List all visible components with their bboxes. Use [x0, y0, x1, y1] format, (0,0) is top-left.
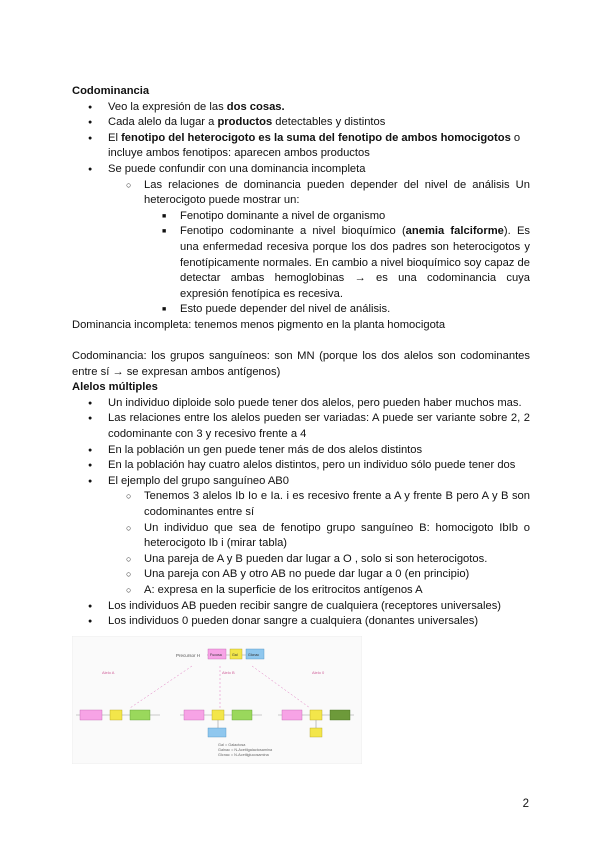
list-item [108, 100, 530, 116]
text: Las relaciones de dominancia pueden depender del nivel de análisis Un heterocigoto puede mostrar un: [144, 178, 530, 207]
abo-antigen-figure [72, 636, 362, 764]
sublist-item [144, 521, 530, 552]
allele-label-b: Alelo B [222, 670, 235, 675]
text: Se puede confundir con una dominancia incompleta [108, 162, 366, 175]
box-label: Glcnac [248, 653, 260, 657]
legend-line: Gal = Galactosa [218, 743, 246, 747]
text: En la población un gen puede tener más de dos alelos distintos [108, 443, 423, 456]
sublist-item [144, 178, 530, 318]
subsublist-item [180, 302, 530, 318]
allele-label-0: Alelo 0 [312, 670, 325, 675]
sublist [108, 178, 530, 318]
subsublist [144, 209, 530, 318]
box-label: Fucosa [210, 653, 222, 657]
list-item [108, 396, 530, 412]
box-gal [212, 710, 224, 720]
section-title-codominancia: Codominancia [72, 85, 150, 97]
box-fucosa [80, 710, 102, 720]
list-item [108, 443, 530, 459]
subsublist-item [180, 224, 530, 302]
box-gal [110, 710, 122, 720]
text: Fenotipo codominante a nivel bioquímico ( [180, 225, 406, 238]
text: Una pareja de A y B pueden dar lugar a O , solo si son heterocigotos. [144, 552, 488, 565]
box-galnac [330, 710, 350, 720]
list-item [108, 411, 530, 442]
paragraph-dominancia-incompleta: Dominancia incompleta: tenemos menos pigmento en la planta homocigota [72, 318, 446, 331]
text: Cada alelo da lugar a [108, 116, 218, 129]
text: El [108, 131, 122, 144]
figure-svg [72, 636, 362, 764]
text: Esto puede depender del nivel de análisis. [180, 303, 391, 316]
box-label: Gal [232, 653, 238, 657]
list-item [108, 599, 530, 615]
sublist [108, 489, 530, 598]
bold-text: anemia falciforme [405, 225, 504, 238]
sublist-item [144, 489, 530, 520]
text: Veo la expresión de las [108, 100, 227, 113]
precursor-label: Precursor H [176, 653, 201, 658]
list-item [108, 614, 530, 630]
legend-line: Glcnac = N-Acetilglucosamina [218, 753, 269, 757]
page-body [72, 84, 530, 630]
text: Tenemos 3 alelos Ib Io e Ia. i es recesivo frente a A y frente B pero A y B son codominantes entre sí [144, 490, 530, 519]
list-item [108, 458, 530, 474]
text: Las relaciones entre los alelos pueden ser variadas: A puede ser variante sobre 2, 2 codominante con 3 y recesivo frente a 4 [108, 412, 530, 441]
text: El ejemplo del grupo sanguíneo AB0 [108, 474, 289, 487]
text: Fenotipo dominante a nivel de organismo [180, 209, 386, 222]
subsublist-item [180, 209, 530, 225]
sublist-item [144, 552, 530, 568]
text: Los individuos 0 pueden donar sangre a cualquiera (donantes universales) [108, 615, 479, 628]
legend-line: Galnac = N-Acetilgalactosamina [218, 748, 273, 752]
box-fucosa [282, 710, 302, 720]
box-galnac [232, 710, 252, 720]
text: ). Es una enfermedad recesiva porque los dos padres son heterocigotos y fenotípicamente normales. En cambio a nivel bioquímico soy capaz de detectar ambas hemoglobinas → es una codominancia cuya expresión fenotípica es recesiva. [180, 225, 530, 300]
box-fucosa [184, 710, 204, 720]
sublist-item [144, 567, 530, 583]
list-item [108, 131, 530, 162]
bold-text: productos [217, 116, 273, 129]
text: o incluye ambos fenotipos: aparecen ambos productos [108, 131, 521, 160]
text: A: expresa en la superficie de los eritrocitos antígenos A [144, 584, 423, 596]
text: detectables y distintos [272, 116, 386, 129]
alelos-list [72, 396, 530, 630]
section-title-alelos: Alelos múltiples [72, 381, 158, 394]
paragraph-codominancia-grupos: Codominancia: los grupos sanguíneos: son MN (porque los dos alelos son codominantes entre sí → se expresan ambos antígenos) [72, 350, 530, 378]
box-glcnac [208, 728, 226, 737]
codominancia-list [72, 100, 530, 318]
list-item [108, 474, 530, 599]
text: Una pareja con AB y otro AB no puede dar lugar a 0 (en principio) [144, 568, 470, 581]
allele-label-a: Alelo A [102, 670, 115, 675]
page-number: 2 [522, 798, 529, 810]
box-galnac [130, 710, 150, 720]
sublist-item [144, 583, 530, 599]
text: Un individuo diploide solo puede tener dos alelos, pero pueden haber muchos mas. [108, 396, 522, 409]
list-item [108, 115, 530, 131]
list-item [108, 162, 530, 318]
text: Un individuo que sea de fenotipo grupo sanguíneo B: homocigoto IbIb o heterocigoto Ib i (mirar tabla) [144, 521, 530, 550]
box-gal [310, 710, 322, 720]
text: Los individuos AB pueden recibir sangre de cualquiera (receptores universales) [108, 599, 502, 612]
box-gal [310, 728, 322, 737]
text: En la población hay cuatro alelos distintos, pero un individuo sólo puede tener dos [108, 459, 516, 472]
spacer [72, 334, 530, 350]
bold-text: fenotipo del heterocigoto es la suma del fenotipo de ambos homocigotos [121, 131, 511, 144]
bold-text: dos cosas. [226, 100, 285, 113]
